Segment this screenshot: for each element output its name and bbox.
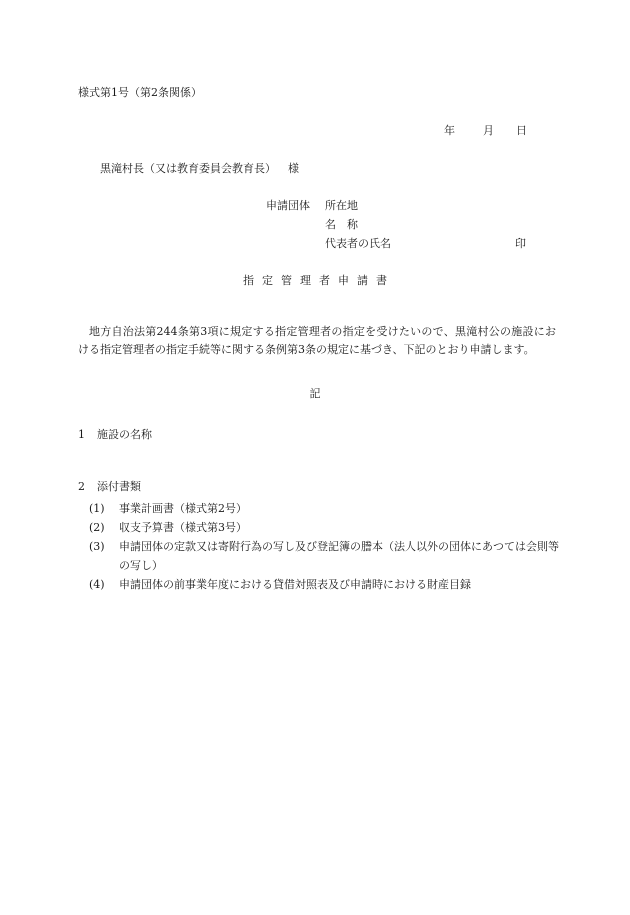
item-attachments [78,480,141,493]
day-label: 日 [516,124,527,137]
list-item-number: (1) [89,502,105,515]
item-label: 施設の名称 [97,428,152,441]
list-item [89,575,569,594]
addressee-honorific: 様 [288,162,299,175]
document-title: 指定管理者申請書 [243,274,395,287]
applicant-fields [325,199,391,256]
ki-heading: 記 [309,387,321,400]
item-number: 2 [78,480,85,493]
representative-label: 代表者の氏名 [325,237,391,250]
date-line [444,124,527,137]
addressee [100,162,299,175]
list-item [89,518,569,537]
applicant-group-label: 申請団体 [266,199,310,212]
list-item-number: (2) [89,521,105,534]
item-label: 添付書類 [97,480,141,493]
name-label: 名 称 [325,218,358,231]
item-facility-name [78,428,152,441]
item-number: 1 [78,428,85,441]
list-item-number: (3) [89,540,105,553]
list-item-text: 事業計画書（様式第2号） [119,502,247,515]
list-item [89,499,569,518]
addressee-name: 黒滝村長（又は教育委員会教育長） [100,162,276,175]
list-item-text: 申請団体の前事業年度における貸借対照表及び申請時における財産目録 [119,578,471,591]
list-item-text: 申請団体の定款又は寄附行為の写し及び登記簿の謄本（法人以外の団体にあつては会則等の写し） [119,540,559,572]
address-label: 所在地 [325,199,358,212]
seal-mark: 印 [515,237,526,250]
month-label: 月 [483,124,494,137]
body-paragraph: 地方自治法第244条第3項に規定する指定管理者の指定を受けたいので、黒滝村公の施設における指定管理者の指定手続等に関する条例第3条の規定に基づき、下記のとおり申請します。 [78,325,556,356]
year-label: 年 [444,124,455,137]
list-item-text: 収支予算書（様式第3号） [119,521,247,534]
list-item-number: (4) [89,578,105,591]
list-item [89,537,569,575]
form-number: 様式第1号（第2条関係） [78,86,202,99]
attachment-list [89,499,569,594]
